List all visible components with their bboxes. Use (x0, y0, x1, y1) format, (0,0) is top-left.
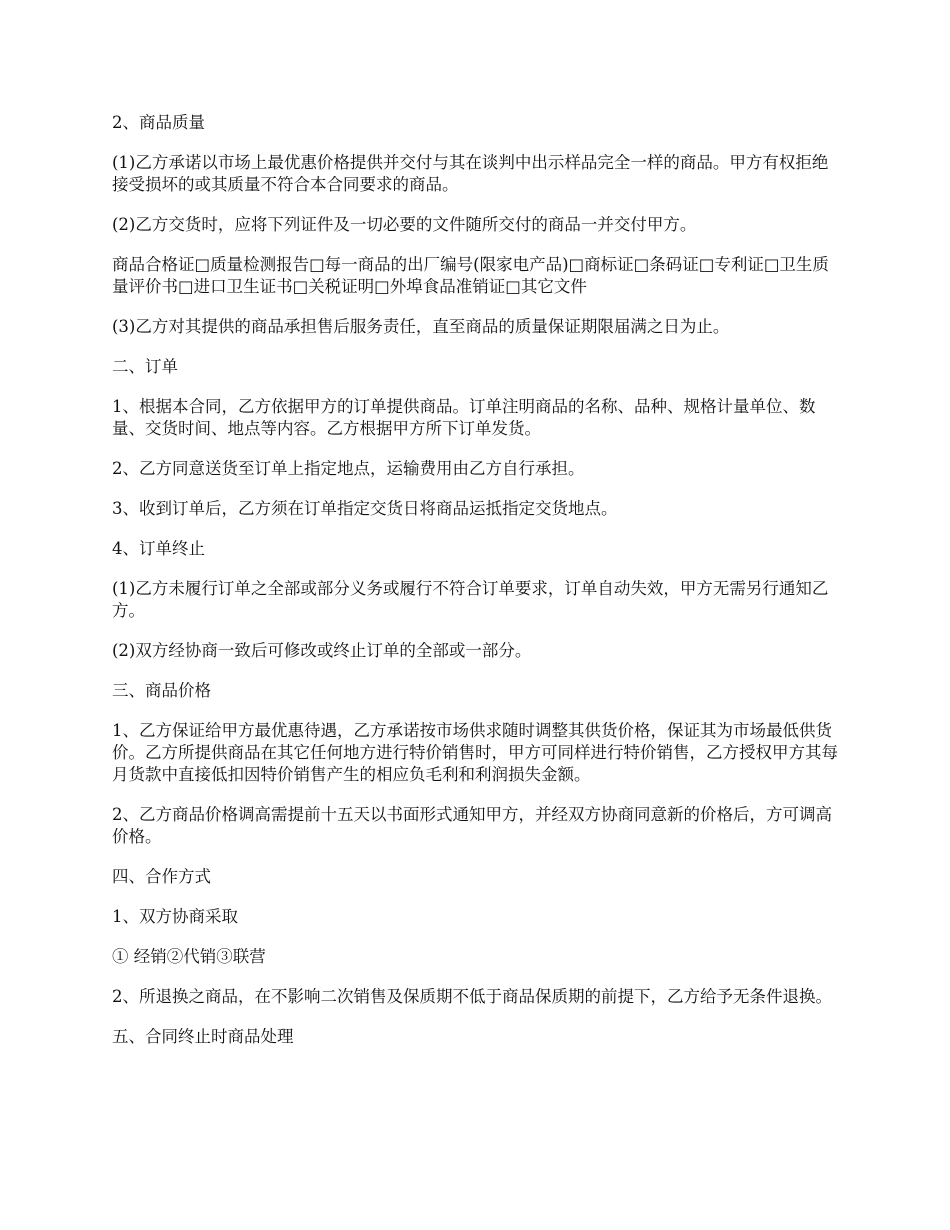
paragraph-price-2: 2、乙方商品价格调高需提前十五天以书面形式通知甲方，并经双方协商同意新的价格后，方可调高价格。 (112, 805, 832, 846)
paragraph-quality-1: (1)乙方承诺以市场上最优惠价格提供并交付与其在谈判中出示样品完全一样的商品。甲方有权拒绝接受损坏的或其质量不符合本合同要求的商品。 (112, 153, 829, 194)
paragraph-price-1: 1、乙方保证给甲方最优惠待遇，乙方承诺按市场供求随时调整其供货价格，保证其为市场最低供货价。乙方所提供商品在其它任何地方进行特价销售时，甲方可同样进行特价销售，乙方授权甲方其每月货款中直接低扣因特价销售产生的相应负毛利和利润损失金额。 (112, 721, 838, 784)
section-heading-quality: 2、商品质量 (112, 113, 205, 132)
document-body (112, 112, 838, 1066)
section-heading-price: 三、商品价格 (112, 681, 211, 700)
section-heading-order: 二、订单 (112, 357, 178, 376)
paragraph-certificate-list: 商品合格证□质量检测报告□每一商品的出厂编号(限家电产品)□商标证□条码证□专利证□卫生质量评价书□进口卫生证书□关税证明□外埠食品准销证□其它文件 (112, 255, 829, 296)
subheading-order-termination: 4、订单终止 (112, 539, 205, 558)
paragraph-order-2: 2、乙方同意送货至订单上指定地点，运输费用由乙方自行承担。 (112, 459, 585, 478)
paragraph-cooperation-2: 2、所退换之商品，在不影响二次销售及保质期不低于商品保质期的前提下，乙方给予无条件退换。 (112, 987, 832, 1006)
section-heading-termination-handling: 五、合同终止时商品处理 (112, 1027, 294, 1046)
paragraph-quality-2: (2)乙方交货时，应将下列证件及一切必要的文件随所交付的商品一并交付甲方。 (112, 215, 697, 234)
paragraph-cooperation-options: ① 经销②代销③联营 (112, 947, 266, 966)
paragraph-order-3: 3、收到订单后，乙方须在订单指定交货日将商品运抵指定交货地点。 (112, 499, 618, 518)
paragraph-termination-2: (2)双方经协商一致后可修改或终止订单的全部或一部分。 (112, 641, 532, 660)
paragraph-termination-1: (1)乙方未履行订单之全部或部分义务或履行不符合订单要求，订单自动失效，甲方无需另行通知乙方。 (112, 579, 829, 620)
paragraph-order-1: 1、根据本合同，乙方依据甲方的订单提供商品。订单注明商品的名称、品种、规格计量单位、数量、交货时间、地点等内容。乙方根据甲方所下订单发货。 (112, 397, 816, 438)
paragraph-quality-3: (3)乙方对其提供的商品承担售后服务责任，直至商品的质量保证期限届满之日为止。 (112, 317, 730, 336)
section-heading-cooperation: 四、合作方式 (112, 867, 211, 886)
paragraph-cooperation-1: 1、双方协商采取 (112, 907, 238, 926)
